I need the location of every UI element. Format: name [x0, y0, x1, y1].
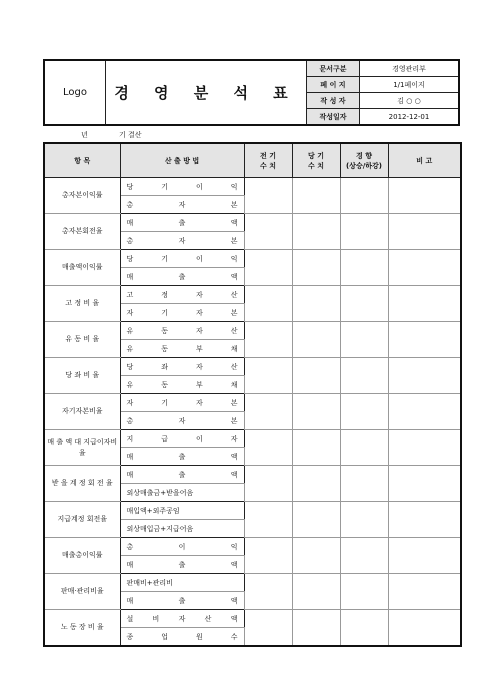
formula-numerator: 지 급 이 자 — [120, 430, 244, 448]
meta-value: 경영관리부 — [360, 60, 460, 77]
ratio-name: 지급계정 회전율 — [44, 502, 120, 538]
note-cell[interactable] — [388, 322, 461, 358]
ratio-name: 매출총이익률 — [44, 538, 120, 574]
curr-value-cell[interactable] — [292, 610, 340, 647]
formula-denominator: 매 출 액 — [120, 592, 244, 610]
note-cell[interactable] — [388, 178, 461, 214]
table-row — [44, 322, 461, 340]
note-cell[interactable] — [388, 430, 461, 466]
ratio-name: 매출액이익률 — [44, 250, 120, 286]
note-cell[interactable] — [388, 502, 461, 538]
curr-value-cell[interactable] — [292, 430, 340, 466]
meta-label: 작 성 자 — [307, 93, 360, 109]
trend-cell[interactable] — [340, 250, 388, 286]
prev-value-cell[interactable] — [244, 214, 292, 250]
table-header-row — [44, 143, 461, 178]
curr-value-cell[interactable] — [292, 250, 340, 286]
formula-numerator: 판매비+관리비 — [120, 574, 244, 592]
trend-cell[interactable] — [340, 214, 388, 250]
formula-denominator: 총 자 본 — [120, 412, 244, 430]
formula-denominator: 총 자 본 — [120, 196, 244, 214]
prev-value-cell[interactable] — [244, 574, 292, 610]
column-header-trend-line2: (상승/하강) — [345, 161, 382, 170]
note-cell[interactable] — [388, 538, 461, 574]
formula-numerator: 매 출 액 — [120, 466, 244, 484]
formula-numerator: 고 정 자 산 — [120, 286, 244, 304]
table-row — [44, 286, 461, 304]
formula-denominator: 매 출 액 — [120, 448, 244, 466]
ratio-name: 총자본회전율 — [44, 214, 120, 250]
trend-cell[interactable] — [340, 286, 388, 322]
curr-value-cell[interactable] — [292, 286, 340, 322]
analysis-table — [43, 142, 462, 647]
trend-cell[interactable] — [340, 574, 388, 610]
trend-cell[interactable] — [340, 394, 388, 430]
table-row — [44, 250, 461, 268]
ratio-name: 받 을 계 정 회 전 율 — [44, 466, 120, 502]
ratio-name: 당 좌 비 율 — [44, 358, 120, 394]
meta-value: 김 ○ ○ — [360, 93, 460, 109]
formula-numerator: 총 이 익 — [120, 538, 244, 556]
table-row — [44, 610, 461, 628]
period-line — [43, 130, 460, 142]
table-row — [44, 466, 461, 484]
ratio-name: 판매·관리비율 — [44, 574, 120, 610]
formula-numerator: 설 비 자 산 액 — [120, 610, 244, 628]
meta-value: 1/1페이지 — [360, 77, 460, 93]
prev-value-cell[interactable] — [244, 250, 292, 286]
table-row — [44, 574, 461, 592]
meta-value: 2012-12-01 — [360, 109, 460, 126]
note-cell[interactable] — [388, 466, 461, 502]
trend-cell[interactable] — [340, 502, 388, 538]
ratio-name: 자기자본비율 — [44, 394, 120, 430]
formula-denominator: 유 동 부 채 — [120, 340, 244, 358]
formula-numerator: 자 기 자 본 — [120, 394, 244, 412]
column-header-curr-line1: 당 기 — [308, 151, 324, 160]
trend-cell[interactable] — [340, 178, 388, 214]
column-header-curr-line2: 수 치 — [308, 161, 324, 170]
curr-value-cell[interactable] — [292, 502, 340, 538]
table-row — [44, 394, 461, 412]
prev-value-cell[interactable] — [244, 286, 292, 322]
note-cell[interactable] — [388, 214, 461, 250]
prev-value-cell[interactable] — [244, 394, 292, 430]
formula-numerator: 유 동 자 산 — [120, 322, 244, 340]
column-header-trend-line1: 경 향 — [356, 151, 372, 160]
formula-denominator: 자 기 자 본 — [120, 304, 244, 322]
table-row — [44, 538, 461, 556]
column-header-item: 항 목 — [44, 143, 120, 178]
ratio-name: 고 정 비 율 — [44, 286, 120, 322]
note-cell[interactable] — [388, 358, 461, 394]
column-header-note: 비 고 — [388, 143, 461, 178]
table-row — [44, 178, 461, 196]
ratio-name: 총자본이익률 — [44, 178, 120, 214]
formula-numerator: 당 기 이 익 — [120, 250, 244, 268]
prev-value-cell[interactable] — [244, 358, 292, 394]
column-header-prev — [244, 143, 292, 178]
column-header-prev-line1: 전 기 — [260, 151, 276, 160]
prev-value-cell[interactable] — [244, 178, 292, 214]
prev-value-cell[interactable] — [244, 538, 292, 574]
formula-denominator: 총 자 본 — [120, 232, 244, 250]
formula-denominator: 외상매출금+받을어음 — [120, 484, 244, 502]
curr-value-cell[interactable] — [292, 538, 340, 574]
document-header — [43, 59, 460, 126]
prev-value-cell[interactable] — [244, 430, 292, 466]
meta-label: 작성일자 — [307, 109, 360, 126]
period-label: 기 결산 — [119, 131, 142, 139]
curr-value-cell[interactable] — [292, 358, 340, 394]
column-header-trend — [340, 143, 388, 178]
trend-cell[interactable] — [340, 430, 388, 466]
table-row — [44, 358, 461, 376]
formula-denominator: 매 출 액 — [120, 556, 244, 574]
prev-value-cell[interactable] — [244, 610, 292, 647]
year-label: 년 — [81, 131, 88, 139]
note-cell[interactable] — [388, 610, 461, 647]
curr-value-cell[interactable] — [292, 322, 340, 358]
formula-denominator: 종 업 원 수 — [120, 628, 244, 647]
prev-value-cell[interactable] — [244, 502, 292, 538]
column-header-curr — [292, 143, 340, 178]
trend-cell[interactable] — [340, 358, 388, 394]
formula-numerator: 당 좌 자 산 — [120, 358, 244, 376]
curr-value-cell[interactable] — [292, 466, 340, 502]
formula-denominator: 매 출 액 — [120, 268, 244, 286]
ratio-name: 유 동 비 율 — [44, 322, 120, 358]
document-title: 경 영 분 석 표 — [106, 60, 307, 125]
formula-numerator: 당 기 이 익 — [120, 178, 244, 196]
note-cell[interactable] — [388, 286, 461, 322]
prev-value-cell[interactable] — [244, 322, 292, 358]
trend-cell[interactable] — [340, 322, 388, 358]
meta-label: 문서구분 — [307, 60, 360, 77]
column-header-prev-line2: 수 치 — [260, 161, 276, 170]
trend-cell[interactable] — [340, 538, 388, 574]
curr-value-cell[interactable] — [292, 178, 340, 214]
curr-value-cell[interactable] — [292, 574, 340, 610]
prev-value-cell[interactable] — [244, 466, 292, 502]
column-header-formula: 산 출 방 법 — [120, 143, 244, 178]
trend-cell[interactable] — [340, 610, 388, 647]
note-cell[interactable] — [388, 574, 461, 610]
formula-numerator: 매 출 액 — [120, 214, 244, 232]
table-row — [44, 214, 461, 232]
ratio-name: 노 동 장 비 율 — [44, 610, 120, 647]
curr-value-cell[interactable] — [292, 394, 340, 430]
table-row — [44, 502, 461, 520]
note-cell[interactable] — [388, 250, 461, 286]
note-cell[interactable] — [388, 394, 461, 430]
trend-cell[interactable] — [340, 466, 388, 502]
logo: Logo — [44, 60, 106, 125]
table-row — [44, 430, 461, 448]
formula-denominator: 외상매입금+지급어음 — [120, 520, 244, 538]
meta-label: 페 이 지 — [307, 77, 360, 93]
ratio-name: 매 출 액 대 지급이자비율 — [44, 430, 120, 466]
formula-numerator: 매입액+외주공임 — [120, 502, 244, 520]
curr-value-cell[interactable] — [292, 214, 340, 250]
formula-denominator: 유 동 부 채 — [120, 376, 244, 394]
